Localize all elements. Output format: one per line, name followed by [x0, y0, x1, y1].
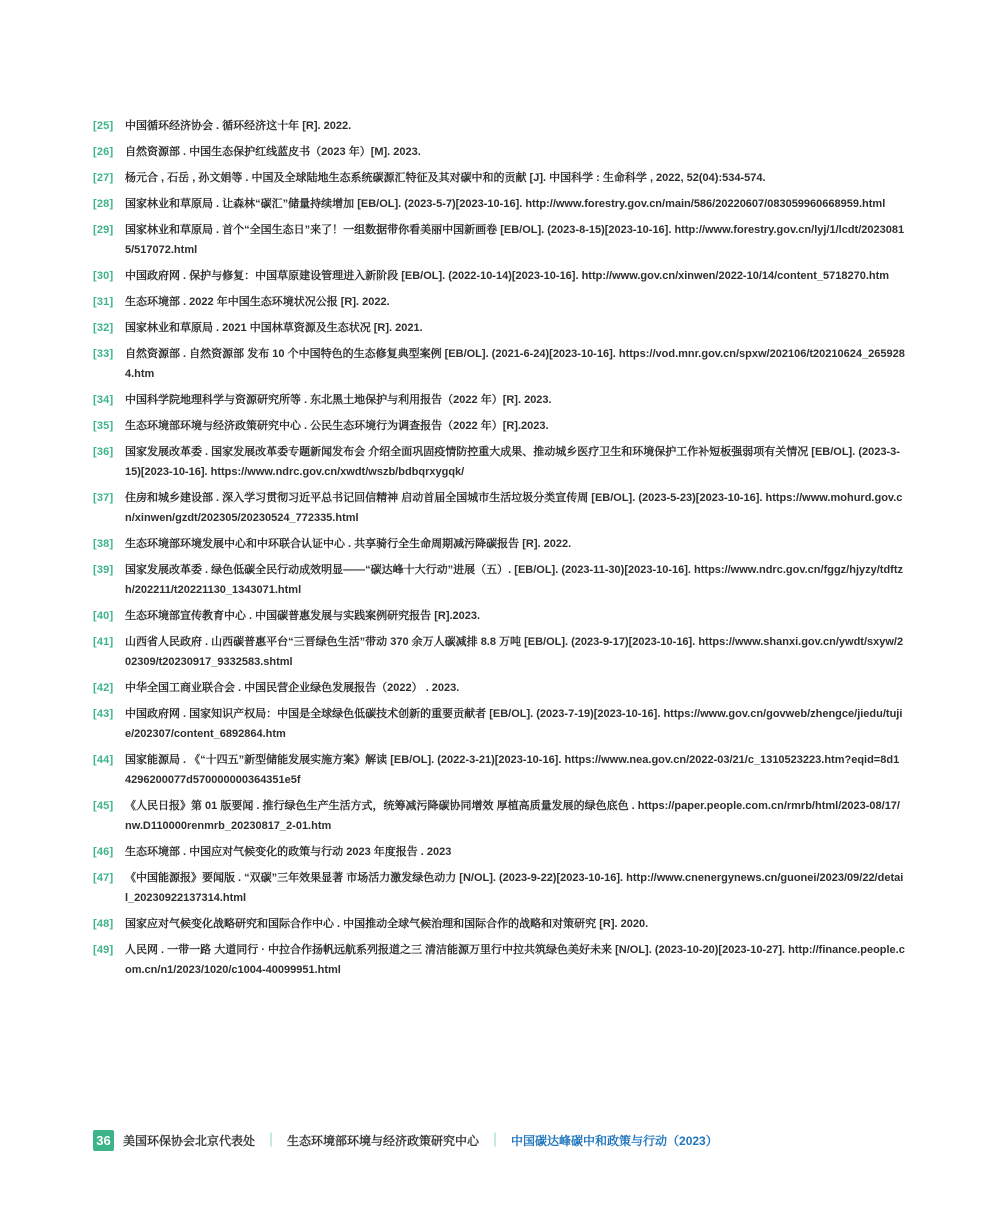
- reference-item: [93, 534, 905, 554]
- reference-item: [93, 914, 905, 934]
- reference-item: [93, 678, 905, 698]
- reference-text: 中国政府网 . 国家知识产权局：中国是全球绿色低碳技术创新的重要贡献者 [EB/OL]. (2023-7-19)[2023-10-16]. https://www.gov.cn/govweb/zhengce/jiedu/tujie/202307/content_6892864.htm: [125, 708, 903, 740]
- reference-item: [93, 194, 905, 214]
- footer-org-1: 美国环保协会北京代表处: [123, 1134, 256, 1148]
- reference-item: [93, 750, 905, 790]
- reference-text: 国家林业和草原局 . 首个“全国生态日”来了！一组数据带你看美丽中国新画卷 [EB/OL]. (2023-8-15)[2023-10-16]. http://www.forestry.gov.cn/lyj/1/lcdt/20230815/517072.html: [125, 224, 905, 256]
- reference-text: 国家应对气候变化战略研究和国际合作中心 . 中国推动全球气候治理和国际合作的战略和对策研究 [R]. 2020.: [125, 918, 649, 930]
- reference-item: [93, 416, 905, 436]
- reference-number: [44]: [93, 754, 114, 766]
- reference-number: [41]: [93, 636, 114, 648]
- reference-text: 山西省人民政府 . 山西碳普惠平台“三晋绿色生活”带动 370 余万人碳减排 8.8 万吨 [EB/OL]. (2023-9-17)[2023-10-16]. https://www.shanxi.gov.cn/ywdt/sxyw/202309/t20230917_9332583.shtml: [125, 636, 904, 668]
- reference-text: 国家林业和草原局 . 让森林“碳汇”储量持续增加 [EB/OL]. (2023-5-7)[2023-10-16]. http://www.forestry.gov.cn/main/586/20220607/083059960668959.html: [125, 198, 886, 210]
- reference-text: 《人民日报》第 01 版要闻 . 推行绿色生产生活方式，统筹减污降碳协同增效 厚植高质量发展的绿色底色 . https://paper.people.com.cn/rmrb/html/2023-08/17/nw.D110000renmrb_20230817_2-01.htm: [125, 800, 900, 832]
- reference-number: [47]: [93, 872, 114, 884]
- reference-number: [48]: [93, 918, 114, 930]
- reference-number: [29]: [93, 224, 114, 236]
- reference-text: 生态环境部环境发展中心和中环联合认证中心 . 共享骑行全生命周期减污降碳报告 [R]. 2022.: [125, 538, 572, 550]
- reference-number: [49]: [93, 944, 114, 956]
- reference-number: [31]: [93, 296, 114, 308]
- reference-number: [35]: [93, 420, 114, 432]
- page-footer: [93, 1130, 905, 1151]
- reference-number: [39]: [93, 564, 114, 576]
- reference-number: [40]: [93, 610, 114, 622]
- reference-number: [33]: [93, 348, 114, 360]
- reference-number: [43]: [93, 708, 114, 720]
- footer-separator: ｜: [488, 1131, 503, 1148]
- page-number-badge: 36: [93, 1130, 114, 1151]
- reference-item: [93, 220, 905, 260]
- reference-number: [28]: [93, 198, 114, 210]
- footer-separator: ｜: [264, 1131, 279, 1148]
- reference-text: 国家能源局 . 《“十四五”新型储能发展实施方案》解读 [EB/OL]. (2022-3-21)[2023-10-16]. https://www.nea.gov.cn/2022-03/21/c_1310523223.htm?eqid=8d14296200077d570000000364351e5f: [125, 754, 900, 786]
- reference-item: [93, 606, 905, 626]
- reference-item: [93, 318, 905, 338]
- reference-item: [93, 632, 905, 672]
- reference-item: [93, 292, 905, 312]
- reference-text: 《中国能源报》要闻版 . “双碳”三年效果显著 市场活力激发绿色动力 [N/OL]. (2023-9-22)[2023-10-16]. http://www.cnenergynews.cn/guonei/2023/09/22/detail_20230922137314.html: [125, 872, 904, 904]
- reference-text: 住房和城乡建设部 . 深入学习贯彻习近平总书记回信精神 启动首届全国城市生活垃圾分类宣传周 [EB/OL]. (2023-5-23)[2023-10-16]. https://www.mohurd.gov.cn/xinwen/gzdt/202305/20230524_772335.html: [125, 492, 903, 524]
- footer-report-title: 中国碳达峰碳中和政策与行动（2023）: [511, 1134, 718, 1148]
- reference-text: 生态环境部 . 2022 年中国生态环境状况公报 [R]. 2022.: [125, 296, 390, 308]
- reference-item: [93, 344, 905, 384]
- reference-text: 国家发展改革委 . 绿色低碳全民行动成效明显——“碳达峰十大行动”进展（五）. [EB/OL]. (2023-11-30)[2023-10-16]. https://www.ndrc.gov.cn/fggz/hjyzy/tdftzh/202211/t20221130_1343071.html: [125, 564, 904, 596]
- reference-text: 中国政府网 . 保护与修复：中国草原建设管理进入新阶段 [EB/OL]. (2022-10-14)[2023-10-16]. http://www.gov.cn/xinwen/2022-10/14/content_5718270.htm: [125, 270, 890, 282]
- reference-number: [42]: [93, 682, 114, 694]
- reference-item: [93, 560, 905, 600]
- reference-text: 人民网 . 一带一路 大道同行 · 中拉合作扬帆远航系列报道之三 清洁能源万里行中拉共筑绿色美好未来 [N/OL]. (2023-10-20)[2023-10-27]. http://finance.people.com.cn/n1/2023/1020/c1004-40099951.html: [125, 944, 905, 976]
- reference-number: [37]: [93, 492, 114, 504]
- reference-item: [93, 116, 905, 136]
- reference-item: [93, 842, 905, 862]
- reference-number: [46]: [93, 846, 114, 858]
- reference-text: 国家林业和草原局 . 2021 中国林草资源及生态状况 [R]. 2021.: [125, 322, 423, 334]
- reference-text: 国家发展改革委 . 国家发展改革委专题新闻发布会 介绍全面巩固疫情防控重大成果、推动城乡医疗卫生和环境保护工作补短板强弱项有关情况 [EB/OL]. (2023-3-15)[2023-10-16]. https://www.ndrc.gov.cn/xwdt/wszb/bdbqrxygqk/: [125, 446, 900, 478]
- reference-text: 中国科学院地理科学与资源研究所等 . 东北黑土地保护与利用报告（2022 年）[R]. 2023.: [125, 394, 552, 406]
- reference-text: 中华全国工商业联合会 . 中国民营企业绿色发展报告（2022） . 2023.: [125, 682, 460, 694]
- reference-number: [27]: [93, 172, 114, 184]
- reference-number: [26]: [93, 146, 114, 158]
- reference-item: [93, 796, 905, 836]
- reference-item: [93, 168, 905, 188]
- footer-org-2: 生态环境部环境与经济政策研究中心: [287, 1134, 480, 1148]
- reference-item: [93, 488, 905, 528]
- reference-number: [32]: [93, 322, 114, 334]
- reference-item: [93, 940, 905, 980]
- reference-number: [36]: [93, 446, 114, 458]
- reference-text: 中国循环经济协会 . 循环经济这十年 [R]. 2022.: [125, 120, 352, 132]
- reference-item: [93, 390, 905, 410]
- reference-item: [93, 266, 905, 286]
- reference-text: 生态环境部 . 中国应对气候变化的政策与行动 2023 年度报告 . 2023: [125, 846, 452, 858]
- reference-item: [93, 142, 905, 162]
- reference-item: [93, 704, 905, 744]
- reference-item: [93, 442, 905, 482]
- reference-number: [30]: [93, 270, 114, 282]
- reference-item: [93, 868, 905, 908]
- reference-number: [34]: [93, 394, 114, 406]
- reference-text: 生态环境部环境与经济政策研究中心 . 公民生态环境行为调查报告（2022 年）[R].2023.: [125, 420, 549, 432]
- reference-text: 生态环境部宣传教育中心 . 中国碳普惠发展与实践案例研究报告 [R].2023.: [125, 610, 481, 622]
- reference-number: [25]: [93, 120, 114, 132]
- reference-number: [38]: [93, 538, 114, 550]
- reference-text: 自然资源部 . 自然资源部 发布 10 个中国特色的生态修复典型案例 [EB/OL]. (2021-6-24)[2023-10-16]. https://vod.mnr.gov.cn/spxw/202106/t20210624_2659284.htm: [125, 348, 905, 380]
- reference-list: [93, 116, 905, 986]
- reference-text: 自然资源部 . 中国生态保护红线蓝皮书（2023 年）[M]. 2023.: [125, 146, 421, 158]
- reference-number: [45]: [93, 800, 114, 812]
- reference-text: 杨元合 , 石岳 , 孙文娟等 . 中国及全球陆地生态系统碳源汇特征及其对碳中和的贡献 [J]. 中国科学 : 生命科学 , 2022, 52(04):534-574.: [125, 172, 766, 184]
